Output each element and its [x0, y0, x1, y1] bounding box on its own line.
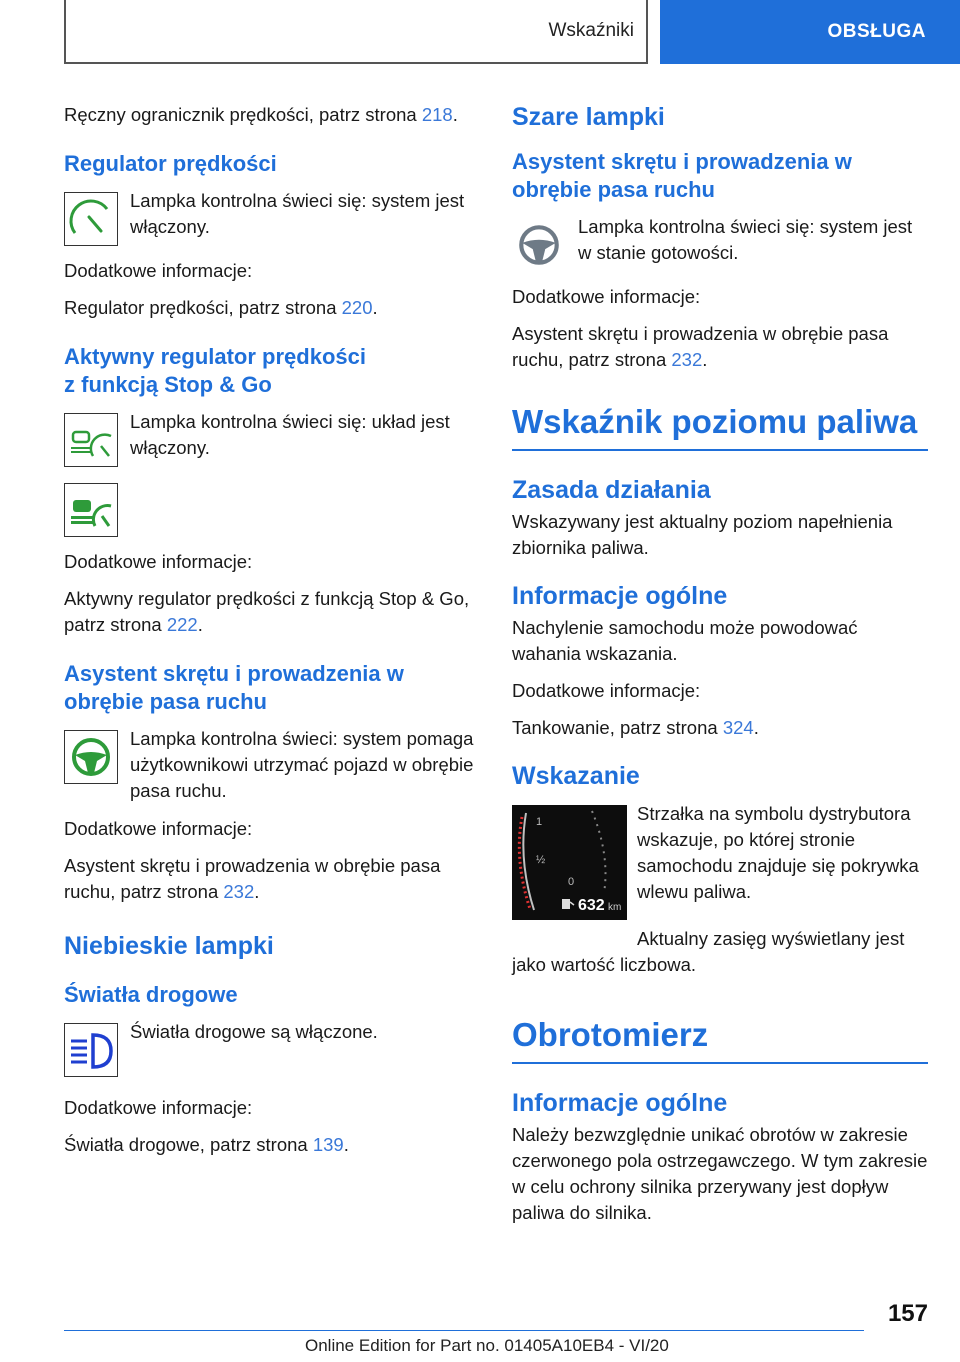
high-beam-icon: [64, 1023, 118, 1077]
header-section-title: Wskaźniki: [548, 20, 634, 41]
fuel-general-text: Nachylenie samochodu może powodować wahania wskazania.: [512, 617, 858, 664]
tacho-general-heading: Informacje ogólne: [512, 1089, 728, 1117]
page-link[interactable]: 220: [341, 297, 373, 318]
grey-lane-lamp: [512, 214, 928, 272]
gauge-unit: km: [608, 902, 622, 913]
header-section-box: [64, 0, 648, 64]
intro-paragraph: Ręczny ogranicznik prędkości, patrz strona 218.: [64, 104, 458, 125]
page-link[interactable]: 218: [421, 104, 453, 125]
cruise-lamp: [64, 188, 480, 246]
acc-more: Dodatkowe informacje:: [64, 551, 253, 572]
gauge-range: 632: [578, 897, 605, 914]
high-beam-more: Dodatkowe informacje:: [64, 1097, 253, 1118]
page-link[interactable]: 324: [722, 717, 754, 738]
fuel-gauge-image: [512, 805, 627, 920]
header-tab-label: OBSŁUGA: [827, 21, 926, 42]
acc-outline-icon: [64, 413, 118, 467]
edition-text: Online Edition for Part no. 01405A10EB4 - VI/20: [305, 1336, 669, 1355]
fuel-general-heading: Informacje ogólne: [512, 582, 728, 610]
fuel-more: Dodatkowe informacje:: [512, 680, 701, 701]
gauge-mark-0: 0: [568, 876, 575, 888]
high-beam-ref: Światła drogowe, patrz strona 139.: [64, 1134, 349, 1155]
tacho-text: Należy bezwzględnie unikać obrotów w zakresie czerwonego pola ostrzegawczego. W tym zakresie w celu ochrony silnika przerywany jest dopływ paliwa do silnika.: [512, 1124, 928, 1223]
grey-lane-more: Dodatkowe informacje:: [512, 286, 701, 307]
high-beam-lamp: [64, 1019, 480, 1077]
page-link[interactable]: 222: [166, 614, 198, 635]
lane-ref: Asystent skrętu i prowadzenia w obrębie pasa ruchu, patrz strona 232.: [64, 855, 441, 902]
grey-lamps-heading: Szare lampki: [512, 103, 665, 131]
lane-heading: Asystent skrętu i prowadzenia w obrębie pasa ruchu: [64, 661, 404, 714]
acc-ref: Aktywny regulator prędkości z funkcją Stop & Go, patrz strona 222.: [64, 588, 470, 635]
grey-lane-ref: Asystent skrętu i prowadzenia w obrębie pasa ruchu, patrz strona 232.: [512, 323, 889, 370]
tachometer-heading: Obrotomierz: [512, 1014, 928, 1064]
right-column: [512, 102, 928, 1237]
cruise-heading: Regulator prędkości: [64, 151, 277, 176]
gauge-mark-half: ½: [536, 854, 546, 866]
fuel-display-block: [512, 801, 928, 920]
principle-heading: Zasada działania: [512, 476, 711, 504]
blue-lamps-heading: Niebieskie lampki: [64, 932, 274, 960]
cruise-ref: Regulator prędkości, patrz strona 220.: [64, 297, 378, 318]
acc-lamp-text: Lampka kontrolna świeci się: układ jest włączony.: [130, 411, 450, 458]
fuel-pump-icon: [562, 899, 574, 909]
lane-more: Dodatkowe informacje:: [64, 818, 253, 839]
high-beam-heading: Światła drogowe: [64, 982, 238, 1007]
acc-heading: Aktywny regulator prędkości z funkcją Stop & Go: [64, 344, 366, 397]
acc-filled-icon: [64, 483, 118, 537]
grey-lane-heading: Asystent skrętu i prowadzenia w obrębie pasa ruchu: [512, 149, 852, 202]
acc-lamp-2: [64, 479, 480, 537]
footer-divider: [64, 1330, 864, 1331]
header-tab[interactable]: [660, 0, 960, 64]
page-link[interactable]: 232: [671, 349, 703, 370]
page-link[interactable]: 139: [312, 1134, 344, 1155]
range-text: jako wartość liczbowa.: [512, 954, 697, 975]
lane-lamp-text: Lampka kontrolna świeci: system pomaga użytkownikowi utrzymać pojazd w obrębie pasa ruchu.: [130, 728, 474, 801]
principle-text: Wskazywany jest aktualny poziom napełnienia zbiornika paliwa.: [512, 511, 893, 558]
steering-wheel-grey-icon: [512, 218, 566, 272]
left-column: [64, 102, 480, 1169]
display-heading: Wskazanie: [512, 762, 640, 790]
fuel-gauge-heading: Wskaźnik poziomu paliwa: [512, 401, 928, 451]
high-beam-lamp-text: Światła drogowe są włączone.: [130, 1021, 378, 1042]
acc-lamp-1: [64, 409, 480, 467]
page-number: 157: [887, 1300, 928, 1327]
cruise-control-icon: [64, 192, 118, 246]
cruise-lamp-text: Lampka kontrolna świeci się: system jest włączony.: [130, 190, 465, 237]
cruise-more: Dodatkowe informacje:: [64, 260, 253, 281]
lane-lamp: [64, 726, 480, 804]
display-text: Strzałka na symbolu dystrybutora wskazuje, po której stronie samochodu znajduje się pokrywka wlewu paliwa.: [637, 803, 919, 902]
range-text-start: Aktualny zasięg wyświetlany jest: [637, 928, 905, 949]
steering-wheel-green-icon: [64, 730, 118, 784]
grey-lane-lamp-text: Lampka kontrolna świeci się: system jest w stanie gotowości.: [578, 216, 913, 263]
page-link[interactable]: 232: [223, 881, 255, 902]
gauge-mark-1: 1: [536, 816, 543, 828]
fuel-ref: Tankowanie, patrz strona 324.: [512, 717, 759, 738]
